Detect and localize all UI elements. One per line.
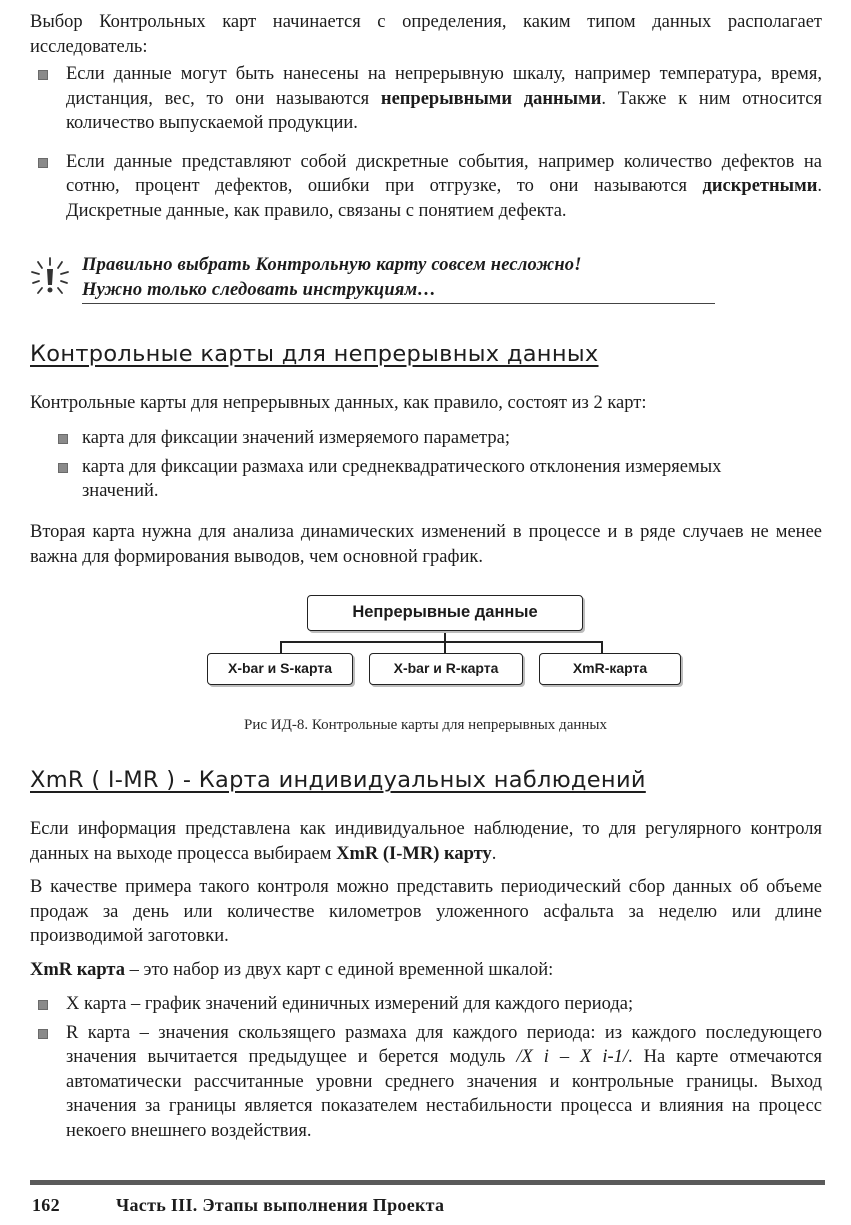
section-heading-xmr: XmR ( I-MR ) - Карта индивидуальных наблюдений [30,767,646,793]
moving-range-formula: /X i – X i-1/ [516,1047,629,1067]
tip-line-1: Правильно выбрать Контрольную карту совсем несложно! [82,255,582,275]
chart-parts-list [30,426,822,504]
page-footer [32,1193,444,1217]
diagram-box-xbar-s: X-bar и S-карта [207,653,353,685]
section2-paragraph-2: В качестве примера такого контроля можно представить периодический сбор данных об объеме продаж за день или количестве километров уложенного асфальта за неделю или длине производимой заготовки. [30,877,822,946]
figure-caption: Рис ИД-8. Контрольные карты для непрерывных данных [244,717,607,733]
section-heading-continuous: Контрольные карты для непрерывных данных [30,341,599,367]
footer-rule [30,1180,825,1185]
list-item: X карта – график значений единичных измерений для каждого периода; [30,992,822,1017]
term-discrete: дискретными [702,176,818,196]
idea-lamp-icon [30,255,70,299]
diagram-root-box: Непрерывные данные [307,595,583,631]
running-title: Часть III. Этапы выполнения Проекта [116,1195,445,1215]
connector-line [280,641,282,653]
continuous-data-diagram [195,593,695,693]
data-type-list [30,62,822,223]
square-bullet-icon [38,158,48,168]
xmr-components-list [30,992,822,1143]
square-bullet-icon [38,70,48,80]
term-xmr-card: XmR (I-MR) карту [336,843,492,864]
diagram-box-xmr: XmR-карта [539,653,681,685]
list-item: Если данные могут быть нанесены на непрерывную шкалу, например температура, время, дистанция, вес, то они называются непрерывными данными. Также к ним относится количество выпускаемой продукции. [30,62,822,136]
section2-paragraph-1: Если информация представлена как индивидуальное наблюдение, то для регулярного контроля данных на выходе процесса выбираем XmR (I-MR) карту. [30,819,822,864]
section1-intro: Контрольные карты для непрерывных данных, как правило, состоят из 2 карт: [30,393,647,413]
tip-line-2: Нужно только следовать инструкциям… [82,280,437,300]
diagram-box-xbar-r: X-bar и R-карта [369,653,523,685]
section2-paragraph-3: XmR карта – это набор из двух карт с единой временной шкалой: [30,960,554,980]
square-bullet-icon [38,1029,48,1039]
tip-note [30,253,690,307]
connector-line [280,641,601,643]
section1-paragraph: Вторая карта нужна для анализа динамических изменений в процессе и в ряде случаев не менее важна для формирования выводов, чем основной график. [30,522,822,567]
tip-underline [82,303,715,304]
intro-paragraph: Выбор Контрольных карт начинается с определения, каким типом данных располагает исследователь: [30,12,822,57]
square-bullet-icon [58,463,68,473]
list-item: R карта – значения скользящего размаха для каждого периода: из каждого последующего значения вычитается предыдущее и берется модуль /X i – X i-1/. На карте отмечаются автоматически рассчитанные уровни среднего значения и контрольные границы. Выход значения за границы является показателем нестабильности процесса и влияния на процесс некоего внешнего воздействия. [30,1021,822,1144]
term-xmr: XmR карта [30,960,125,980]
connector-line [444,641,446,653]
page-number: 162 [32,1195,60,1215]
list-item: Если данные представляют собой дискретные события, например количество дефектов на сотню, процент дефектов, ошибки при отгрузке, то они называются дискретными. Дискретные данные, как правило, связаны с понятием дефекта. [30,150,822,224]
list-item: карта для фиксации размаха или среднеквадратического отклонения измеряемых значений. [30,455,822,504]
term-continuous: непрерывными данными [380,88,602,109]
connector-line [601,641,603,653]
list-item: карта для фиксации значений измеряемого параметра; [30,426,822,451]
square-bullet-icon [38,1000,48,1010]
square-bullet-icon [58,434,68,444]
